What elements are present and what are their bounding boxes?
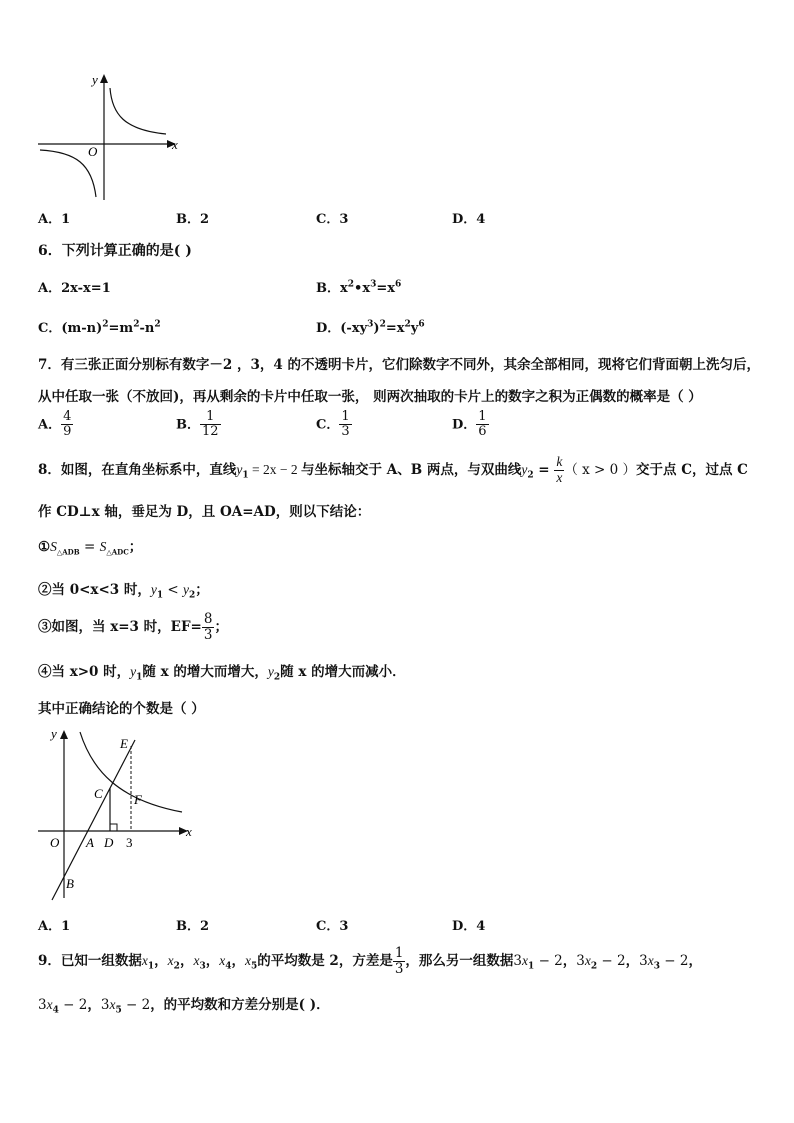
q8-option-c[interactable]: C．3 — [316, 919, 349, 934]
q8-conclusion-4: ④当 x>0 时，$y_1$随 x 的增大而增大，$y_2$随 x 的增大而减小． — [38, 664, 406, 683]
q5-option-c[interactable]: C．3 — [316, 212, 349, 227]
q7-line2: 从中任取一张（不放回)，再从剩余的卡片中任取一张， 则两次抽取的卡片上的数字之积为正偶数的概率是（ ） — [38, 389, 702, 405]
label-3: 3 — [126, 835, 133, 850]
q5-option-d[interactable]: D．4 — [452, 212, 486, 227]
q8-conclusion-1: $①S_{\triangle ADB} = S_{\triangle ADC}$； — [38, 539, 143, 557]
y-axis-label: y — [92, 72, 98, 87]
x-axis-label: x — [172, 137, 178, 152]
q7-option-d[interactable]: D． $\frac{1}{6}$ — [452, 409, 487, 440]
q9-line1: 9．已知一组数据$x_1$，$x_2$，$x_3$，$x_4$，$x_5$的平均数是 2，方差是 $\frac{1}{3}$ ，那么另一组数据$3x_1 - 2$，$3x_2 - 2$，$3x_3 - 2$， — [38, 945, 702, 977]
label-c: C — [94, 786, 103, 801]
origin-label: O — [88, 144, 98, 159]
label-y: y — [51, 726, 57, 741]
q6-option-b[interactable]: B．$x^2•x^3=x^6$ — [316, 279, 402, 296]
q5-option-a[interactable]: A．1 — [38, 212, 71, 227]
label-b: B — [66, 876, 74, 891]
q8-line2: 作 CD⊥x 轴，垂足为 D，且 OA=AD，则以下结论： — [38, 504, 371, 520]
label-x: x — [186, 824, 192, 839]
q7-option-b[interactable]: B． $\frac{1}{12}$ — [176, 409, 219, 440]
q8-option-a[interactable]: A．1 — [38, 919, 71, 934]
q6-stem: 6．下列计算正确的是( ) — [38, 243, 192, 259]
label-f: F — [134, 792, 142, 807]
q8-option-d[interactable]: D．4 — [452, 919, 486, 934]
y-axis-arrow — [60, 730, 68, 739]
label-d: D — [104, 835, 114, 850]
q8-line1: 8．如图，在直角坐标系中，直线$y_1 = 2x - 2$ 与坐标轴交于 A、B 两点，与双曲线$y_2$ = $\frac{k}{x}$ （ x > 0 ）交于点 C，过点 C — [38, 454, 748, 485]
label-o: O — [50, 835, 60, 850]
y-axis-arrow — [100, 74, 108, 83]
hyperbola-branch-upper — [110, 88, 166, 134]
q7-option-c[interactable]: C． $\frac{1}{3}$ — [316, 409, 350, 440]
q5-option-b[interactable]: B．2 — [176, 212, 210, 227]
q8-coordinate-graph — [36, 726, 198, 902]
q6-option-a[interactable]: A．2x-x=1 — [38, 281, 111, 296]
q8-conclusion-3: ③如图，当 x=3 时，EF= $\frac{8}{3}$ ； — [38, 611, 228, 643]
right-angle-mark — [110, 824, 117, 831]
q6-option-c[interactable]: C．$(m-n)^2=m^2-n^2$ — [38, 319, 161, 336]
q8-conclusion-2: ②当 0<x<3 时，$y_1 < y_2$； — [38, 582, 209, 601]
q7-line1: 7．有三张正面分别标有数字－2 ，3，4 的不透明卡片，它们除数字不同外，其余全部相同，现将它们背面朝上洗匀后， — [38, 357, 760, 373]
hyperbola-graph — [36, 72, 186, 202]
q8-question: 其中正确结论的个数是（ ） — [38, 701, 205, 717]
label-e: E — [120, 736, 128, 751]
label-a: A — [86, 835, 94, 850]
q9-line2: $3x_4 - 2$，$3x_5 - 2$，的平均数和方差分别是( )． — [38, 997, 330, 1016]
q7-option-a[interactable]: A． $\frac{4}{9}$ — [38, 409, 72, 440]
q6-option-d[interactable]: D．$(-xy^3)^2=x^2y^6$ — [316, 319, 425, 336]
q8-option-b[interactable]: B．2 — [176, 919, 210, 934]
